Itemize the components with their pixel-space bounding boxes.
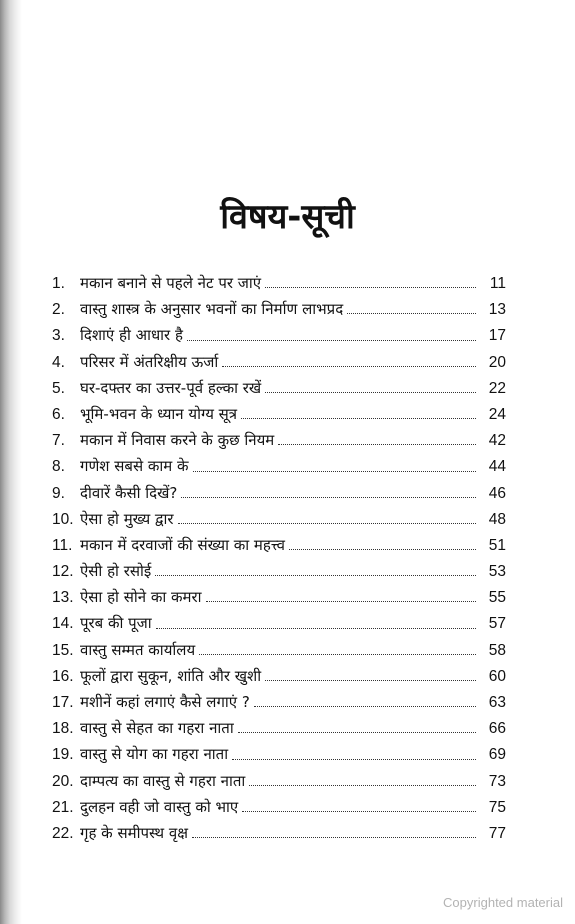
- toc-entry-page: 53: [488, 563, 506, 581]
- toc-entry-number: 14.: [52, 615, 74, 633]
- toc-entry-title: गृह के समीपस्थ वृक्ष: [80, 823, 188, 842]
- toc-leader-dots: [265, 287, 476, 288]
- toc-leader-dots: [242, 811, 476, 812]
- toc-entry[interactable]: [52, 427, 506, 453]
- toc-leader-dots: [347, 313, 476, 314]
- toc-leader-dots: [178, 523, 476, 524]
- toc-leader-dots: [265, 680, 476, 681]
- toc-entry[interactable]: [52, 663, 506, 689]
- copyright-watermark: Copyrighted material: [443, 895, 563, 910]
- toc-leader-dots: [232, 759, 476, 760]
- toc-entry-page: 66: [488, 720, 506, 738]
- toc-entry-number: 12.: [52, 563, 74, 581]
- toc-entry-number: 10.: [52, 510, 74, 528]
- toc-entry-number: 20.: [52, 772, 74, 790]
- toc-entry-page: 11: [489, 275, 506, 292]
- toc-leader-dots: [192, 837, 476, 838]
- toc-entry[interactable]: [52, 558, 506, 584]
- toc-entry[interactable]: [52, 480, 506, 506]
- toc-entry-title: वास्तु से योग का गहरा नाता: [80, 745, 229, 764]
- toc-entry-page: 44: [488, 458, 506, 476]
- toc-entry-title: मशीनें कहां लगाएं कैसे लगाएं ?: [80, 693, 250, 711]
- toc-entry[interactable]: [52, 584, 506, 610]
- toc-leader-dots: [254, 706, 476, 707]
- toc-leader-dots: [181, 497, 476, 498]
- toc-entry[interactable]: [52, 689, 506, 715]
- toc-entry[interactable]: [52, 741, 506, 767]
- toc-entry-page: 17: [488, 327, 506, 345]
- toc-entry-number: 9.: [52, 484, 65, 502]
- toc-leader-dots: [238, 732, 476, 733]
- toc-entry[interactable]: [52, 610, 506, 636]
- toc-leader-dots: [199, 654, 476, 655]
- page-binding-edge: [0, 0, 22, 924]
- toc-leader-dots: [156, 628, 476, 629]
- toc-entry-title: पूरब की पूजा: [80, 614, 152, 633]
- toc-entry-page: 57: [488, 615, 506, 633]
- toc-entry-title: गणेश सबसे काम के: [80, 457, 189, 476]
- toc-entry-page: 20: [488, 353, 506, 371]
- toc-entry-title: ऐसी हो रसोई: [80, 562, 152, 581]
- toc-entry-number: 16.: [52, 667, 74, 685]
- toc-entry-title: दुलहन वही जो वास्तु को भाए: [80, 797, 239, 816]
- toc-entry-number: 11.: [52, 536, 73, 554]
- toc-entry[interactable]: [52, 349, 506, 375]
- toc-entry-number: 2.: [52, 301, 65, 319]
- toc-entry-title: भूमि-भवन के ध्यान योग्य सूत्र: [80, 404, 238, 423]
- toc-entry-title: ऐसा हो सोने का कमरा: [80, 588, 202, 607]
- toc-entry-page: 75: [488, 798, 506, 816]
- toc-entry-number: 1.: [52, 275, 65, 292]
- toc-entry-number: 5.: [52, 379, 65, 397]
- toc-entry-page: 73: [488, 772, 506, 790]
- toc-entry-page: 46: [488, 484, 506, 502]
- toc-entry-page: 48: [488, 510, 506, 528]
- toc-entry-number: 4.: [52, 353, 65, 371]
- toc-entry-title: वास्तु शास्त्र के अनुसार भवनों का निर्माण लाभप्रद: [80, 300, 344, 319]
- toc-entry-page: 58: [488, 641, 506, 659]
- toc-entry-title: दिशाएं ही आधार है: [80, 326, 183, 345]
- toc-entry-number: 21.: [52, 798, 74, 816]
- toc-entry-number: 7.: [52, 432, 65, 450]
- toc-entry-number: 17.: [52, 694, 74, 711]
- toc-entry-page: 60: [488, 667, 506, 685]
- toc-entry[interactable]: [52, 270, 506, 296]
- toc-entry-title: दीवारें कैसी दिखें?: [80, 483, 178, 502]
- toc-entry-page: 22: [488, 379, 506, 397]
- toc-entry[interactable]: [52, 375, 506, 401]
- toc-entry[interactable]: [52, 401, 506, 427]
- toc-entry-number: 3.: [52, 327, 65, 345]
- toc-entry-page: 13: [488, 301, 506, 319]
- toc-entry-number: 8.: [52, 458, 65, 476]
- toc-entry-number: 18.: [52, 720, 74, 738]
- toc-entry-title: ऐसा हो मुख्य द्वार: [80, 509, 174, 528]
- toc-entry[interactable]: [52, 794, 506, 820]
- toc-entry-title: वास्तु से सेहत का गहरा नाता: [80, 719, 234, 738]
- toc-entry[interactable]: [52, 715, 506, 741]
- toc-entry-page: 24: [488, 405, 506, 423]
- toc-entry-title: मकान में निवास करने के कुछ नियम: [80, 431, 275, 450]
- toc-entry[interactable]: [52, 506, 506, 532]
- toc-leader-dots: [265, 392, 476, 393]
- toc-leader-dots: [289, 549, 476, 550]
- toc-leader-dots: [193, 471, 476, 472]
- toc-entry-title: दाम्पत्य का वास्तु से गहरा नाता: [80, 771, 246, 790]
- toc-entry-number: 13.: [52, 589, 74, 607]
- toc-entry[interactable]: [52, 637, 506, 663]
- toc-entry-title: मकान बनाने से पहले नेट पर जाएं: [80, 274, 262, 292]
- toc-leader-dots: [249, 785, 476, 786]
- table-of-contents: [52, 270, 506, 846]
- toc-entry-number: 15.: [52, 641, 74, 659]
- toc-leader-dots: [241, 418, 476, 419]
- toc-entry-page: 69: [488, 746, 506, 764]
- toc-entry-number: 22.: [52, 824, 74, 842]
- toc-entry-page: 55: [488, 589, 506, 607]
- page-title: विषय-सूची: [220, 197, 355, 237]
- toc-entry-page: 63: [488, 694, 506, 711]
- toc-leader-dots: [187, 340, 476, 341]
- toc-entry-title: वास्तु सम्मत कार्यालय: [80, 640, 196, 659]
- toc-leader-dots: [155, 575, 476, 576]
- toc-entry-page: 42: [488, 432, 506, 450]
- toc-entry[interactable]: [52, 532, 506, 558]
- toc-leader-dots: [278, 444, 476, 445]
- toc-leader-dots: [206, 601, 476, 602]
- toc-entry[interactable]: [52, 768, 506, 794]
- toc-entry[interactable]: [52, 820, 506, 846]
- toc-entry[interactable]: [52, 453, 506, 479]
- toc-entry[interactable]: [52, 322, 506, 348]
- toc-entry-number: 6.: [52, 405, 65, 423]
- toc-entry-number: 19.: [52, 746, 74, 764]
- toc-entry-title: घर-दफ्तर का उत्तर-पूर्व हल्का रखें: [80, 378, 262, 397]
- toc-entry-page: 77: [488, 824, 506, 842]
- toc-entry-title: फूलों द्वारा सुकून, शांति और खुशी: [80, 666, 262, 685]
- toc-entry-page: 51: [488, 536, 506, 554]
- toc-entry[interactable]: [52, 296, 506, 322]
- toc-leader-dots: [222, 366, 476, 367]
- toc-entry-title: परिसर में अंतरिक्षीय ऊर्जा: [80, 352, 219, 371]
- toc-entry-title: मकान में दरवाजों की संख्या का महत्त्व: [80, 535, 285, 554]
